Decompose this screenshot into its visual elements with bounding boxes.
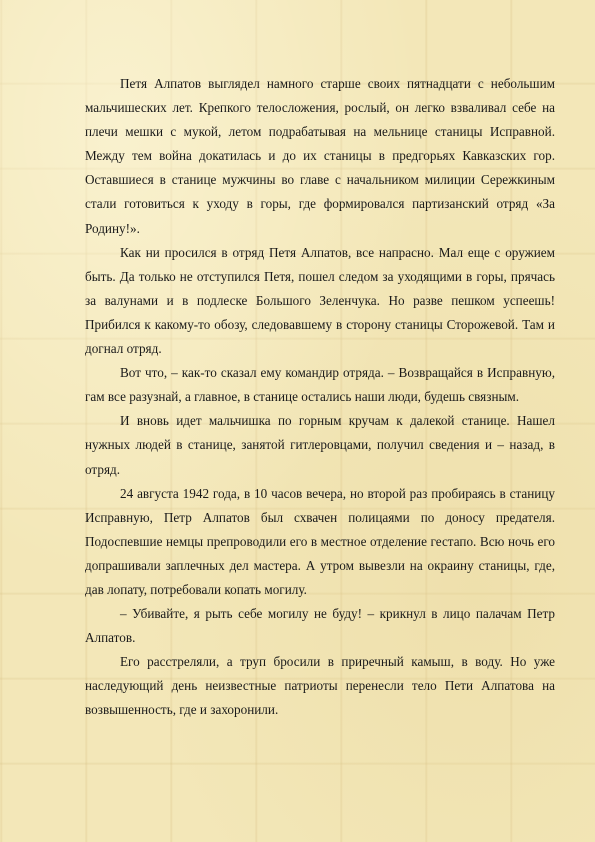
paragraph-7: Его расстреляли, а труп бросили в приречный камыш, в воду. Но уже наследующий день неизвестные патриоты перенесли тело Пети Алпатова на возвышенность, где и захоронили. — [85, 654, 555, 718]
paragraph-5: 24 августа 1942 года, в 10 часов вечера, но второй раз пробираясь в станицу Исправную, Петр Алпатов был схвачен полицаями по доносу предателя. Подоспевшие немцы препроводили его в местное отделение гестапо. Всю ночь его допрашивали заплечных дел мастера. А утром вывезли на окраину станицы, где, дав лопату, потребовали копать могилу. — [85, 485, 555, 597]
paragraph-2: Как ни просился в отряд Петя Алпатов, все напрасно. Мал еще с оружием быть. Да только не отступился Петя, пошел следом за уходящими в горы, прячась за валунами и в подлеске Большого Зеленчука. Но разве пешком успеешь! Прибился к какому-то обозу, следовавшему в сторону станицы Сторожевой. Там и догнал отряд. — [85, 244, 555, 357]
paragraph-4: И вновь идет мальчишка по горным кручам к далекой станице. Нашел нужных людей в станице, занятой гитлеровцами, получил сведения и – назад, в отряд. — [85, 413, 555, 477]
paragraph-6: – Убивайте, я рыть себе могилу не буду! – крикнул в лицо палачам Петр Алпатов. — [85, 606, 555, 646]
story-text — [85, 72, 555, 723]
paragraph-3: Вот что, – как-то сказал ему командир отряда. – Возвращайся в Исправную, гам все разузнай, а главное, в станице остались наши люди, будешь связным. — [85, 365, 555, 405]
paragraph-1: Петя Алпатов выглядел намного старше своих пятнадцати с небольшим мальчишеских лет. Крепкого телосложения, рослый, он легко взваливал себе на плечи мешки с мукой, летом подрабатывая на мельнице станицы Исправной. Между тем война докатилась и до их станицы в предгорьях Кавказских гор. Оставшиеся в станице мужчины во главе с начальником милиции Сережкиным стали готовиться к уходу в горы, где формировался партизанский отряд «За Родину!». — [85, 76, 555, 236]
